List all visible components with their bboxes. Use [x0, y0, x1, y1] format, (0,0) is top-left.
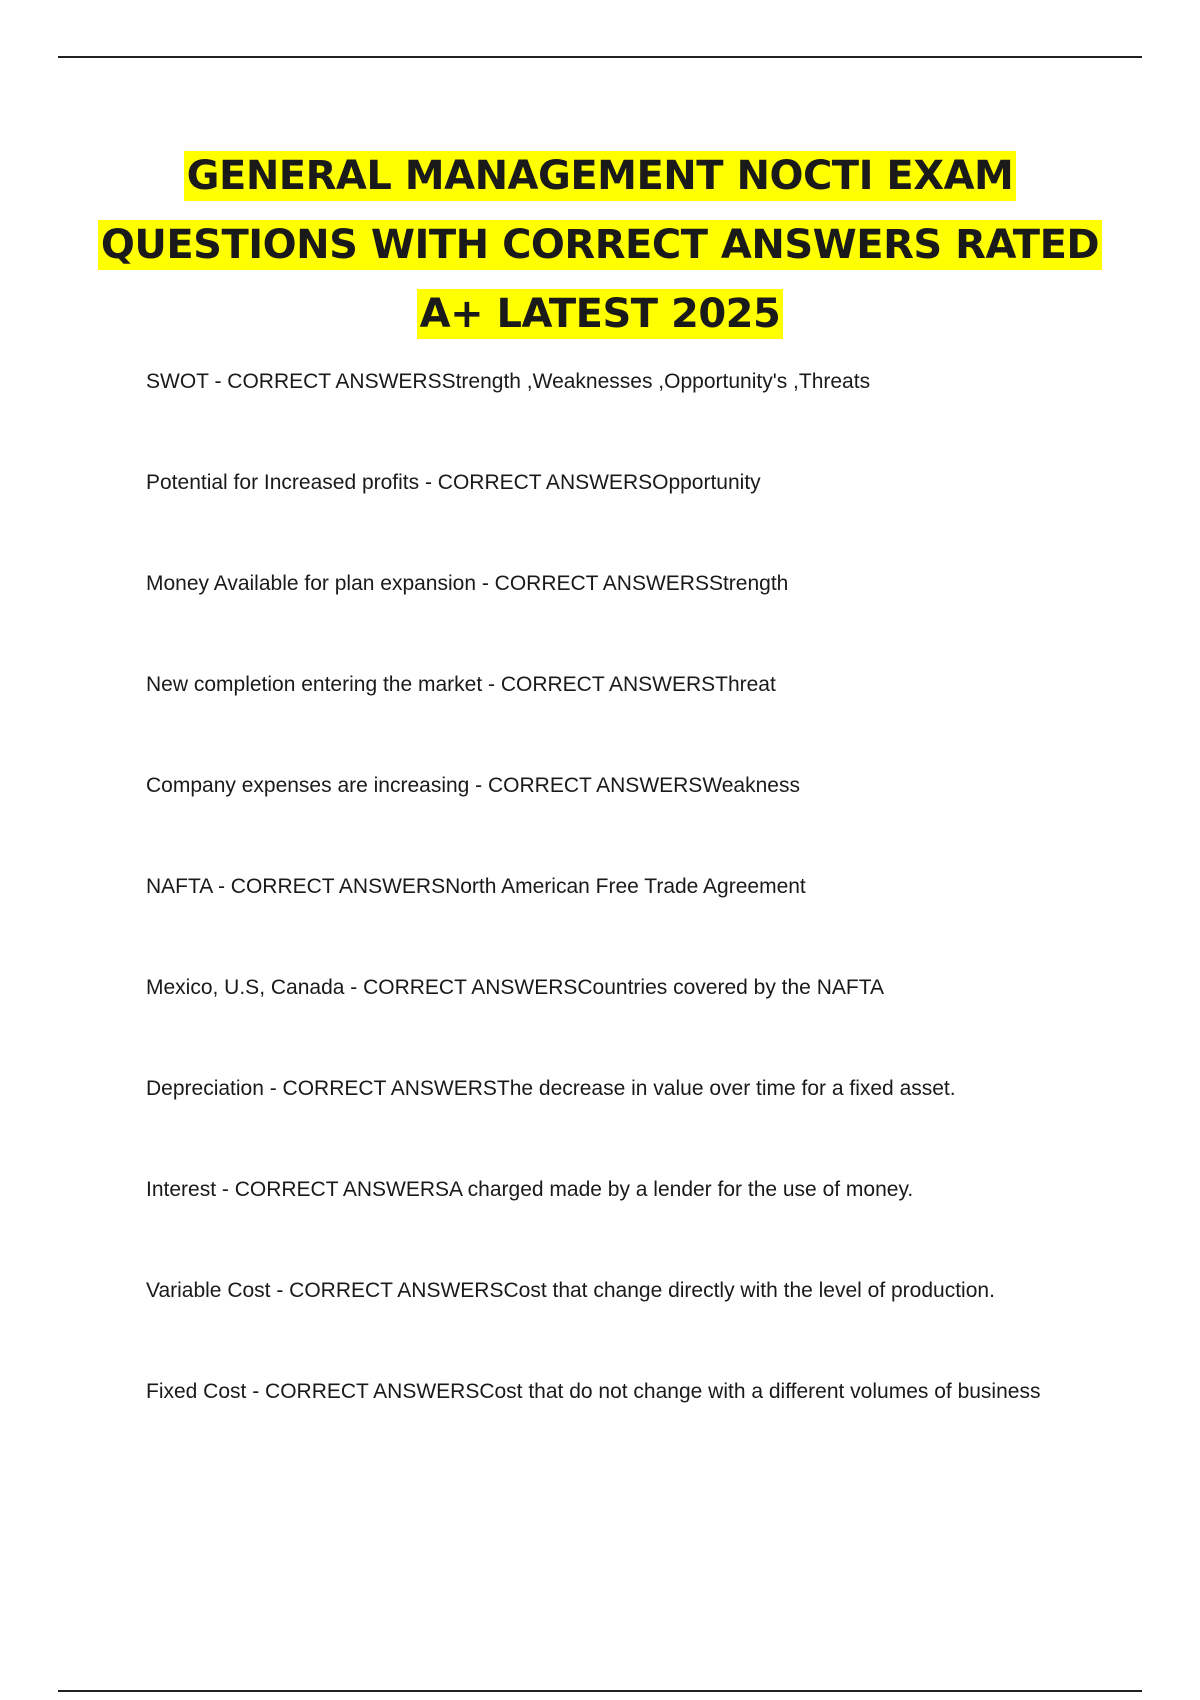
qa-item-variable-cost: Variable Cost - CORRECT ANSWERSCost that change directly with the level of production. [146, 1279, 995, 1302]
qa-item-swot: SWOT - CORRECT ANSWERSStrength ,Weaknesses ,Opportunity's ,Threats [146, 370, 871, 393]
qa-item-new-completion: New completion entering the market - CORRECT ANSWERSThreat [146, 673, 776, 696]
title-line-3 [60, 280, 1140, 349]
document-title [60, 142, 1140, 349]
qa-item-nafta: NAFTA - CORRECT ANSWERSNorth American Free Trade Agreement [146, 875, 806, 898]
title-line-2-text: QUESTIONS WITH CORRECT ANSWERS RATED [98, 220, 1102, 270]
top-divider [58, 56, 1142, 58]
title-line-1-text: GENERAL MANAGEMENT NOCTI EXAM [184, 151, 1017, 201]
qa-item-company-expenses: Company expenses are increasing - CORRECT ANSWERSWeakness [146, 774, 800, 797]
qa-item-countries: Mexico, U.S, Canada - CORRECT ANSWERSCountries covered by the NAFTA [146, 976, 884, 999]
qa-item-depreciation: Depreciation - CORRECT ANSWERSThe decrease in value over time for a fixed asset. [146, 1077, 956, 1100]
title-line-1 [60, 142, 1140, 211]
qa-item-interest: Interest - CORRECT ANSWERSA charged made by a lender for the use of money. [146, 1178, 914, 1201]
qa-item-potential-profits: Potential for Increased profits - CORRECT ANSWERSOpportunity [146, 471, 761, 494]
qa-item-fixed-cost: Fixed Cost - CORRECT ANSWERSCost that do not change with a different volumes of business [146, 1380, 1041, 1403]
bottom-divider [58, 1690, 1142, 1692]
qa-item-money-available: Money Available for plan expansion - CORRECT ANSWERSStrength [146, 572, 789, 595]
title-line-2 [60, 211, 1140, 280]
question-answer-list [146, 364, 1146, 1475]
title-line-3-text: A+ LATEST 2025 [417, 289, 784, 339]
